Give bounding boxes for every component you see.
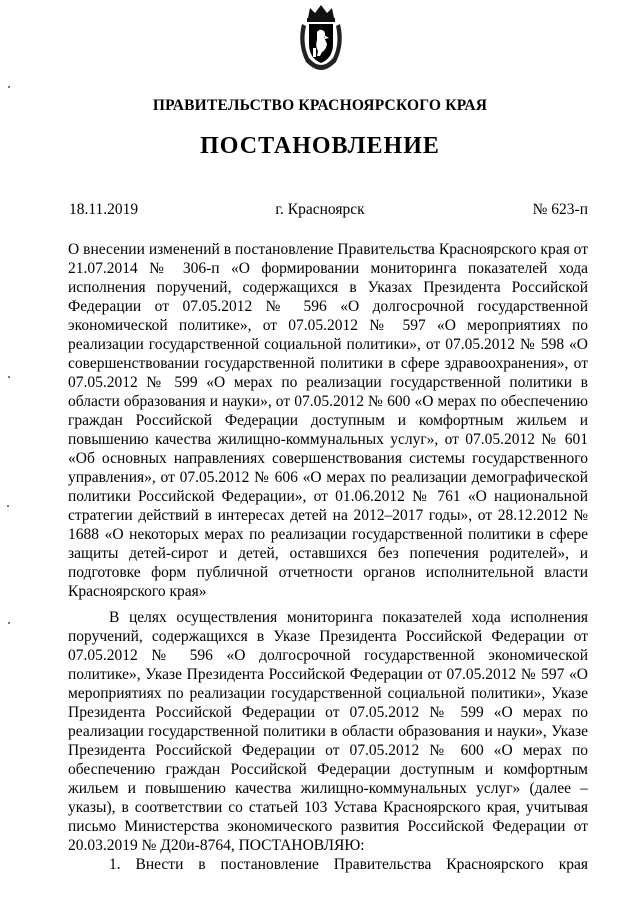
document-city: г. Красноярск xyxy=(275,201,365,218)
document-subject xyxy=(68,240,588,601)
margin-mark xyxy=(8,376,10,378)
document-date: 18.11.2019 xyxy=(69,201,139,218)
authority-title: ПРАВИТЕЛЬСТВО КРАСНОЯРСКОГО КРАЯ xyxy=(152,97,488,114)
document-body xyxy=(68,608,588,874)
margin-mark xyxy=(8,86,10,88)
coat-of-arms-icon xyxy=(296,4,346,72)
preamble-paragraph: В целях осуществления мониторинга показателей хода исполнения поручений, содержащихся в Указе Президента Российской Федерации от 07.05.2012 № 596 «О долгосрочной государственной экономической политике», Указе Президента Российской Федерации от 07.05.2012 № 597 «О мероприятиях по реализации государственной социальной политики», Указе Президента Российской Федерации от 07.05.2012 № 599 «О мерах по реализации государственной политики в области образования и науки», Указе Президента Российской Федерации от 07.05.2012 № 600 «О мерах по обеспечению граждан Российской Федерации доступным и комфортным жильем и повышению качества жилищно-коммунальных услуг» (далее – указы), в соответствии со статьей 103 Устава Красноярского края, учитывая письмо Министерства экономического развития Российской Федерации от 20.03.2019 № Д20и-8764, ПОСТАНОВЛЯЮ: xyxy=(68,609,588,854)
subject-text: О внесении изменений в постановление Правительства Красноярского края от 21.07.2014 № 306-п «О формировании мониторинга показателей хода исполнения поручений, содержащихся в Указах Президента Российской Федерации от 07.05.2012 № 596 «О долгосрочной государственной экономической политике», от 07.05.2012 № 597 «О мероприятиях по реализации государственной социальной политики», от 07.05.2012 № 598 «О совершенствовании государственной политики в сфере здравоохранения», от 07.05.2012 № 599 «О мерах по реализации государственной политики в области образования и науки», от 07.05.2012 № 600 «О мерах по обеспечению граждан Российской Федерации доступным и комфортным жильем и повышению качества жилищно-коммунальных услуг», от 07.05.2012 № 601 «Об основных направлениях совершенствования системы государственного управления», от 07.05.2012 № 606 «О мерах по реализации демографической политики Российской Федерации», от 01.06.2012 № 761 «О национальной стратегии действий в интересах детей на 2012–2017 годы», от 28.12.2012 № 1688 «О некоторых мерах по реализации государственной политики в сфере защиты детей-сирот и детей, оставшихся без попечения родителей», и подготовке форм публичной отчетности органов исполнительной власти Красноярского края» xyxy=(68,241,588,600)
document-type-title: ПОСТАНОВЛЕНИЕ xyxy=(200,133,440,159)
item-1-paragraph: 1. Внести в постановление Правительства Красноярского края xyxy=(109,856,588,873)
margin-mark xyxy=(8,622,10,624)
document-number: № 623-п xyxy=(532,201,588,218)
margin-mark xyxy=(7,505,9,507)
